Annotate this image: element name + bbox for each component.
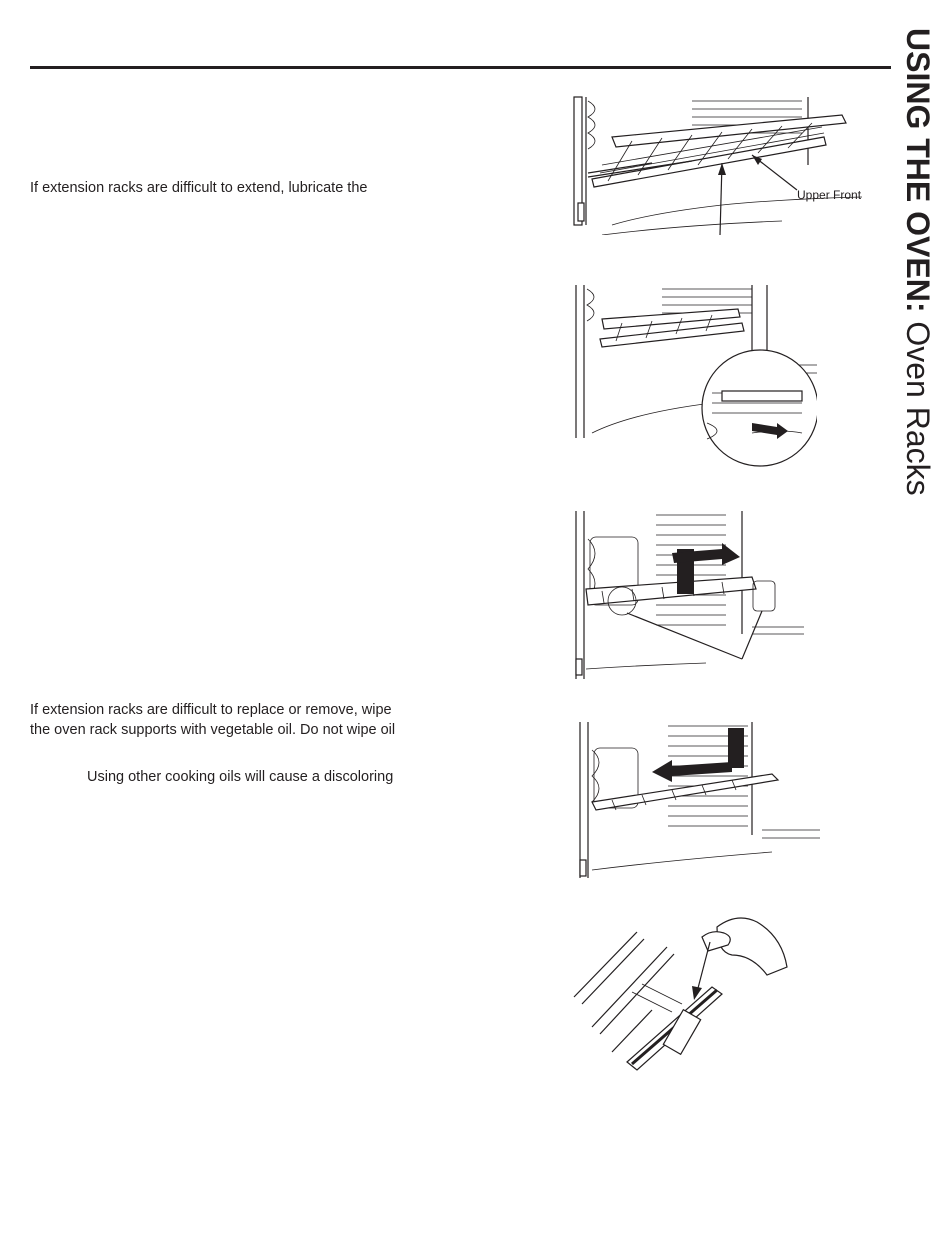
lubricate-slides-illustration	[572, 912, 797, 1087]
section-title-light: Oven Racks	[900, 312, 936, 496]
figure-lubricate-slides	[572, 912, 797, 1087]
rack-slide-detail-illustration	[572, 283, 817, 475]
extended-rack-illustration	[572, 95, 872, 235]
rack-removal-illustration	[572, 509, 804, 681]
figure-rack-slide-detail	[572, 283, 817, 475]
figure-extended-rack	[572, 95, 872, 235]
figure-rack-removal	[572, 509, 804, 681]
replace-remove-instruction-line2: the oven rack supports with vegetable oil. Do not wipe oil	[30, 722, 396, 738]
upper-front-callout: Upper Front	[797, 188, 862, 202]
lubricate-instruction: If extension racks are difficult to extend, lubricate the	[30, 180, 368, 196]
header-rule	[30, 66, 891, 69]
figure-rack-replacement	[572, 720, 820, 880]
rack-replacement-illustration	[572, 720, 820, 880]
section-title-bold: USING THE OVEN:	[900, 28, 936, 313]
section-title	[902, 28, 934, 496]
replace-remove-instruction-line1: If extension racks are difficult to replace or remove, wipe	[30, 702, 392, 718]
cooking-oil-caution: Using other cooking oils will cause a discoloring	[87, 769, 394, 785]
